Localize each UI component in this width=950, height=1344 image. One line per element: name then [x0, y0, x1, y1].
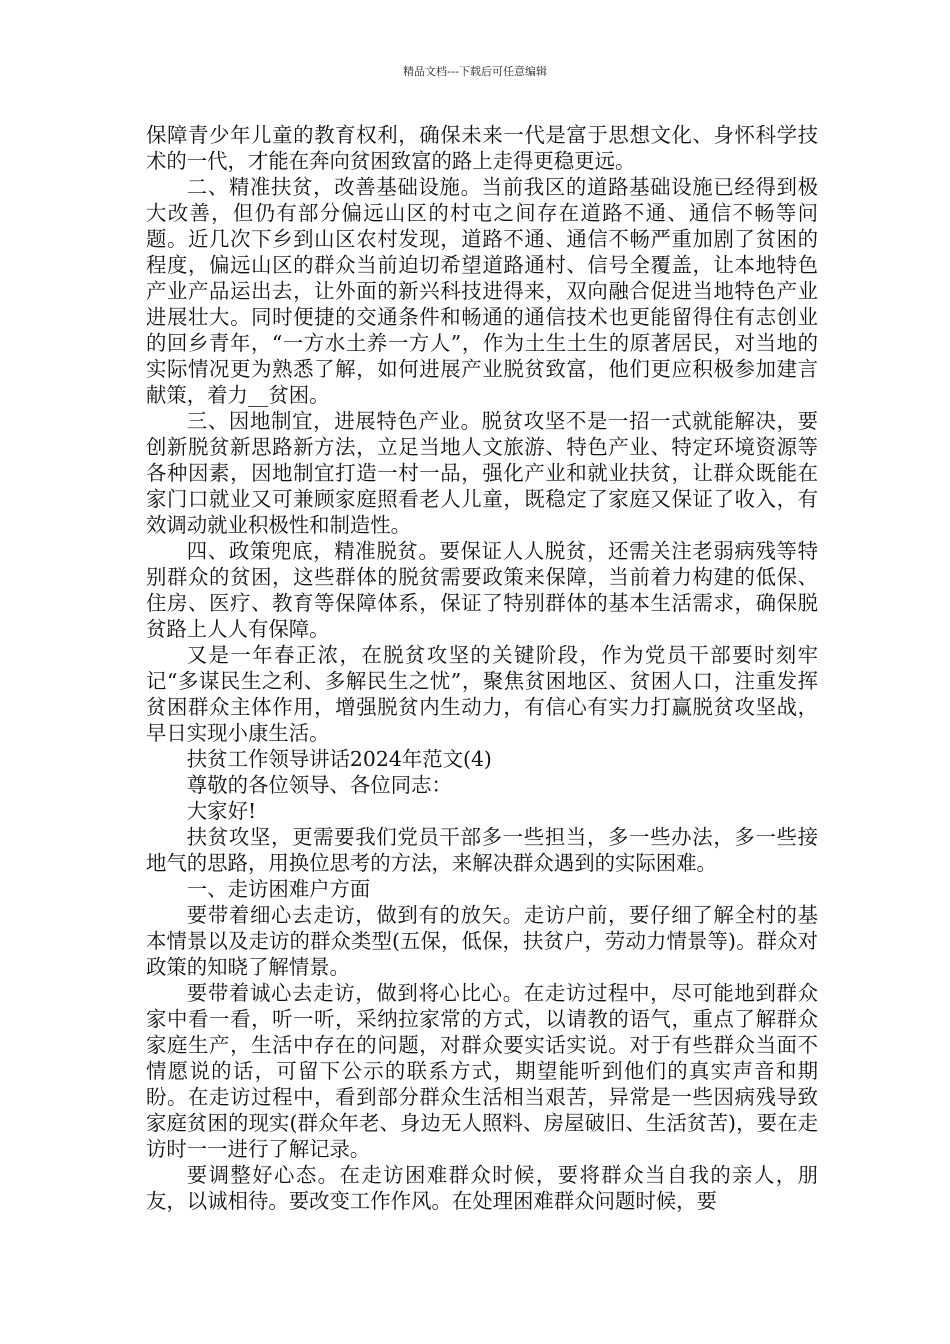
- document-body: [146, 122, 818, 1214]
- greeting: 大家好!: [186, 799, 257, 823]
- section-title: 扶贫工作领导讲话2024年范文(4): [186, 747, 492, 771]
- paragraph-1: 保障青少年儿童的教育权利，确保未来一代是富于思想文化、身怀科学技术的一代，才能在奔向贫困致富的路上走得更稳更远。: [146, 123, 818, 173]
- page-header: 精品文档---下载后可任意编辑: [403, 65, 547, 78]
- paragraph-11: 要带着细心去走访，做到有的放矢。走访户前，要仔细了解全村的基本情景以及走访的群众类型(五保，低保，扶贫户，劳动力情景等)。群众对政策的知晓了解情景。: [146, 903, 818, 979]
- paragraph-12: 要带着诚心去走访，做到将心比心。在走访过程中，尽可能地到群众家中看一看，听一听，采纳拉家常的方式，以请教的语气，重点了解群众家庭生产，生活中存在的问题，对群众要实话实说。对于有些群众当面不情愿说的话，可留下公示的联系方式，期望能听到他们的真实声音和期盼。在走访过程中，看到部分群众生活相当艰苦，异常是一些因病残导致家庭贫困的现实(群众年老、身边无人照料、房屋破旧、生活贫苦)，要在走访时一一进行了解记录。: [146, 981, 818, 1161]
- subheading: 一、走访困难户方面: [186, 877, 371, 901]
- paragraph-3: 三、因地制宜，进展特色产业。脱贫攻坚不是一招一式就能解决，要创新脱贫新思路新方法，立足当地人文旅游、特色产业、特定环境资源等各种因素，因地制宜打造一村一品，强化产业和就业扶贫，让群众既能在家门口就业又可兼顾家庭照看老人儿童，既稳定了家庭又保证了收入，有效调动就业积极性和制造性。: [146, 409, 818, 537]
- paragraph-2: 二、精准扶贫，改善基础设施。当前我区的道路基础设施已经得到极大改善，但仍有部分偏远山区的村屯之间存在道路不通、通信不畅等问题。近几次下乡到山区农村发现，道路不通、通信不畅严重加剧了贫困的程度，偏远山区的群众当前迫切希望道路通村、信号全覆盖，让本地特色产业产品运出去，让外面的新兴科技进得来，双向融合促进当地特色产业进展壮大。同时便捷的交通条件和畅通的通信技术也更能留得住有志创业的回乡青年，“一方水土养一方人”，作为土生土生的原著居民，对当地的实际情况更为熟悉了解，如何进展产业脱贫致富，他们更应积极参加建言献策，着力__贫困。: [146, 175, 818, 407]
- salutation: 尊敬的各位领导、各位同志：: [186, 773, 452, 797]
- paragraph-4: 四、政策兜底，精准脱贫。要保证人人脱贫，还需关注老弱病残等特别群众的贫困，这些群体的脱贫需要政策来保障，当前着力构建的低保、住房、医疗、教育等保障体系，保证了特别群体的基本生活需求，确保脱贫路上人人有保障。: [146, 539, 818, 641]
- paragraph-9: 扶贫攻坚，更需要我们党员干部多一些担当，多一些办法，多一些接地气的思路，用换位思考的方法，来解决群众遇到的实际困难。: [146, 825, 818, 875]
- paragraph-5: 又是一年春正浓，在脱贫攻坚的关键阶段，作为党员干部要时刻牢记“多谋民生之利、多解民生之忧”，聚焦贫困地区、贫困人口，注重发挥贫困群众主体作用，增强脱贫内生动力，有信心有实力打赢脱贫攻坚战，早日实现小康生活。: [146, 643, 818, 745]
- paragraph-13: 要调整好心态。在走访困难群众时候，要将群众当自我的亲人，朋友，以诚相待。要改变工作作风。在处理困难群众问题时候，要: [146, 1163, 818, 1213]
